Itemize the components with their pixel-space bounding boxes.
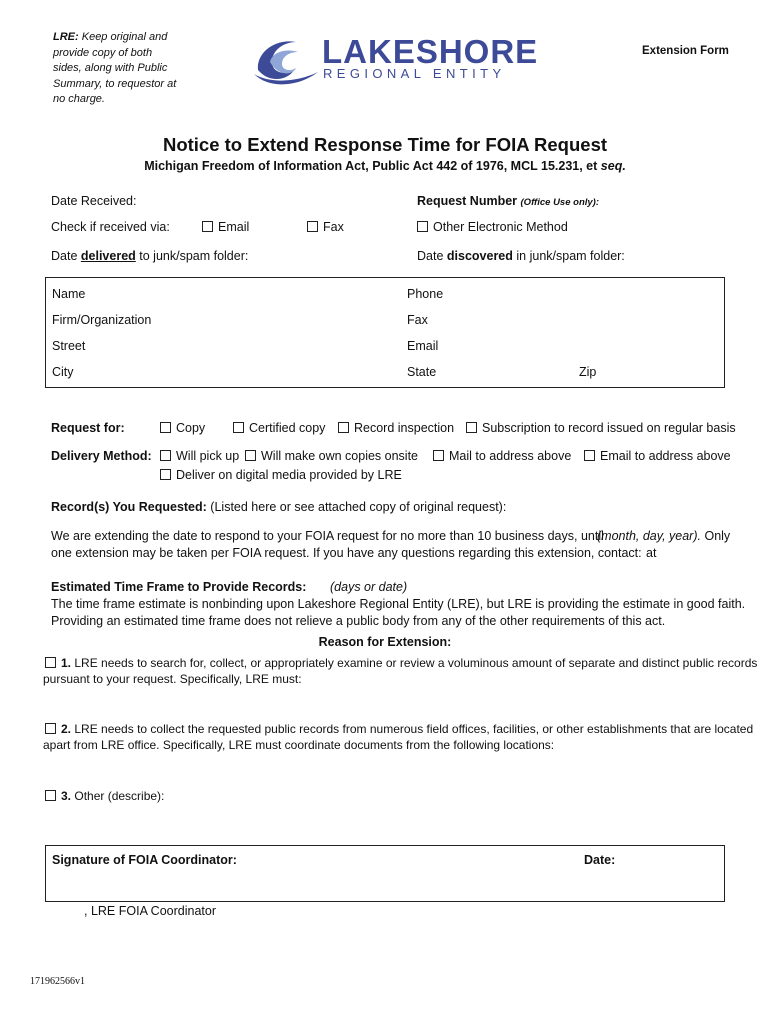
signature-date-label: Date:	[584, 853, 616, 867]
note-label: LRE:	[53, 31, 79, 43]
phone-field-label: Phone	[407, 287, 444, 301]
request-certified-checkbox[interactable]	[233, 421, 325, 435]
request-subscription-label: Subscription to record issued on regular basis	[482, 421, 736, 435]
delivery-pickup-label: Will pick up	[176, 449, 240, 463]
checkbox-icon	[466, 422, 477, 433]
checkbox-icon	[45, 657, 56, 668]
checkbox-icon	[160, 422, 171, 433]
delivery-email-checkbox[interactable]	[584, 449, 731, 463]
reason-heading: Reason for Extension:	[318, 635, 452, 649]
note-text: Keep original and provide copy of both sides, along with Public Summary, to requestor at no charge.	[53, 31, 177, 105]
reason-1-line-2: pursuant to your request. Specifically, LRE must:	[43, 672, 302, 686]
checkbox-icon	[433, 450, 444, 461]
subtitle-seq: seq.	[600, 159, 626, 173]
zip-field-label: Zip	[579, 365, 597, 379]
request-copy-label: Copy	[176, 421, 206, 435]
checkbox-icon	[245, 450, 256, 461]
request-inspection-label: Record inspection	[354, 421, 455, 435]
extension-line-1: We are extending the date to respond to your FOIA request for no more than 10 business days, until	[51, 529, 604, 543]
fax-field-label: Fax	[407, 313, 428, 327]
request-certified-label: Certified copy	[249, 421, 326, 435]
delivery-pickup-checkbox[interactable]	[160, 449, 239, 463]
via-fax-label: Fax	[323, 220, 344, 234]
delivery-mail-checkbox[interactable]	[433, 449, 571, 463]
name-field-label: Name	[52, 287, 86, 301]
checkbox-icon	[417, 221, 428, 232]
delivery-email-label: Email to address above	[600, 449, 731, 463]
office-use-note: (Office Use only):	[520, 197, 599, 208]
date-received-label: Date Received:	[51, 194, 137, 208]
subtitle-main: Michigan Freedom of Information Act, Public Act 442 of 1976, MCL 15.231, et	[144, 159, 598, 173]
checkbox-icon	[45, 723, 56, 734]
records-requested-text: (Listed here or see attached copy of original request):	[210, 500, 507, 514]
check-via-label: Check if received via:	[51, 220, 170, 234]
city-field-label: City	[52, 365, 74, 379]
reason-3-checkbox[interactable]	[45, 789, 164, 803]
delivery-own-copies-checkbox[interactable]	[245, 449, 418, 463]
request-for-label: Request for:	[51, 421, 125, 435]
estimate-hint: (days or date)	[330, 580, 408, 594]
date-discovered-label: Date discovered in junk/spam folder:	[417, 249, 625, 263]
reason-2-number: 2.	[61, 722, 72, 736]
reason-2-line-1: LRE needs to collect the requested public records from numerous field offices, facilities, or other establishments that are located	[74, 722, 754, 736]
requestor-contact-box	[45, 277, 725, 388]
extension-until-field[interactable]	[597, 529, 730, 543]
street-field-label: Street	[52, 339, 86, 353]
via-other-label: Other Electronic Method	[433, 220, 568, 234]
reason-3-text: Other (describe):	[74, 789, 165, 803]
estimate-line-2: Providing an estimated time frame does not relieve a public body from any of the other requirements of this act.	[51, 614, 666, 628]
checkbox-icon	[202, 221, 213, 232]
checkbox-icon	[584, 450, 595, 461]
logo-name: LAKESHORE	[322, 33, 539, 70]
date-delivered-label: Date delivered to junk/spam folder:	[51, 249, 249, 263]
via-email-checkbox[interactable]	[202, 220, 249, 234]
page-title: Notice to Extend Response Time for FOIA Request	[162, 134, 608, 155]
reason-1-checkbox[interactable]	[45, 656, 757, 670]
delivery-digital-label: Deliver on digital media provided by LRE	[176, 468, 402, 482]
delivery-digital-checkbox[interactable]	[160, 468, 402, 482]
request-subscription-checkbox[interactable]	[466, 421, 736, 435]
signature-label: Signature of FOIA Coordinator:	[52, 853, 237, 867]
delivery-method-label: Delivery Method:	[51, 449, 152, 463]
records-requested	[51, 500, 506, 514]
reason-1-number: 1.	[61, 656, 72, 670]
delivery-own-copies-label: Will make own copies onsite	[261, 449, 419, 463]
estimate-label: Estimated Time Frame to Provide Records:	[51, 580, 307, 594]
checkbox-icon	[233, 422, 244, 433]
coordinator-title: , LRE FOIA Coordinator	[84, 904, 217, 918]
email-field-label: Email	[407, 339, 439, 353]
firm-field-label: Firm/Organization	[52, 313, 152, 327]
extension-line-2: one extension may be taken per FOIA request. If you have any questions regarding this extension, contact:	[51, 546, 642, 560]
checkbox-icon	[338, 422, 349, 433]
reason-1-line-1: LRE needs to search for, collect, or appropriately examine or review a voluminous amount of separate and distinct public records	[74, 656, 758, 670]
reason-2-checkbox[interactable]	[45, 722, 753, 736]
logo-subtitle: REGIONAL ENTITY	[323, 66, 506, 81]
state-field-label: State	[407, 365, 437, 379]
page-subtitle	[0, 159, 770, 173]
extension-line-1-end: Only	[704, 529, 731, 543]
header-note	[53, 30, 178, 108]
reason-2-line-2: apart from LRE office. Specifically, LRE must coordinate documents from the following locations:	[43, 738, 555, 752]
records-requested-label: Record(s) You Requested:	[51, 500, 207, 514]
extension-contact-at: at	[646, 546, 657, 560]
extension-date-hint: (month, day, year).	[597, 529, 701, 543]
via-other-checkbox[interactable]	[417, 220, 568, 234]
request-number-field[interactable]	[417, 194, 599, 208]
checkbox-icon	[160, 469, 171, 480]
via-fax-checkbox[interactable]	[307, 220, 344, 234]
checkbox-icon	[160, 450, 171, 461]
checkbox-icon	[45, 790, 56, 801]
reason-3-number: 3.	[61, 789, 72, 803]
via-email-label: Email	[218, 220, 250, 234]
checkbox-icon	[307, 221, 318, 232]
lakeshore-wave-logo-icon	[250, 32, 322, 88]
request-copy-checkbox[interactable]	[160, 421, 205, 435]
document-id: 171962566v1	[30, 976, 85, 987]
estimate-line-1: The time frame estimate is nonbinding upon Lakeshore Regional Entity (LRE), but LRE is providing the estimate in good faith.	[51, 597, 746, 611]
request-number-label: Request Number	[417, 194, 518, 208]
delivery-mail-label: Mail to address above	[449, 449, 572, 463]
request-inspection-checkbox[interactable]	[338, 421, 454, 435]
form-type: Extension Form	[642, 45, 729, 57]
